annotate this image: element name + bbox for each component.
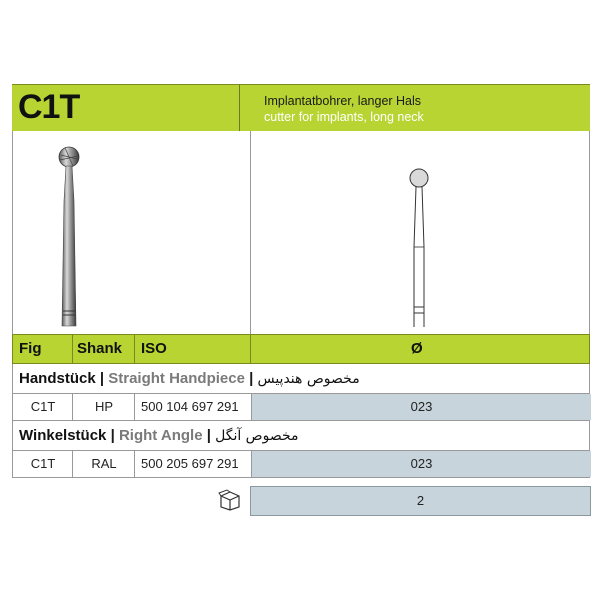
package-box-icon bbox=[218, 489, 242, 511]
section-title bbox=[19, 421, 299, 451]
product-description bbox=[264, 93, 424, 125]
bur-photo bbox=[41, 141, 101, 331]
cell-separator bbox=[134, 394, 135, 420]
section-separator: | bbox=[106, 427, 119, 444]
section-separator: | bbox=[202, 427, 216, 444]
product-images bbox=[12, 131, 590, 334]
table-header bbox=[12, 334, 590, 364]
pack-row bbox=[12, 486, 590, 516]
section-title-english: Straight Handpiece bbox=[108, 370, 245, 387]
cell-shank: RAL bbox=[91, 456, 117, 471]
header-fig: Fig bbox=[19, 340, 42, 357]
section-title-german: Winkelstück bbox=[19, 427, 107, 444]
product-sheet bbox=[12, 84, 590, 516]
bur-drawing bbox=[399, 167, 439, 332]
section-title-english: Right Angle bbox=[118, 427, 203, 444]
section-title-persian: مخصوص آنگل bbox=[215, 428, 299, 444]
description-german: Implantatbohrer, langer Hals bbox=[264, 94, 422, 108]
section-separator: | bbox=[244, 370, 258, 387]
cell-fig: C1T bbox=[30, 456, 56, 471]
product-code: C1T bbox=[18, 88, 80, 126]
section-title-german: Handstück bbox=[19, 370, 96, 387]
header-separator bbox=[250, 335, 251, 363]
section-right-angle bbox=[12, 421, 590, 451]
cell-shank: HP bbox=[94, 399, 114, 414]
cell-diameter: 023 bbox=[251, 394, 591, 420]
cell-iso: 500 104 697 291 bbox=[141, 399, 239, 414]
header-shank: Shank bbox=[77, 340, 123, 357]
product-header bbox=[12, 84, 590, 131]
header-separator bbox=[72, 335, 73, 363]
header-diameter: Ø bbox=[411, 340, 423, 357]
pack-quantity: 2 bbox=[250, 486, 591, 516]
header-separator bbox=[134, 335, 135, 363]
section-title bbox=[19, 364, 360, 394]
section-title-persian: مخصوص هندپیس bbox=[257, 371, 360, 387]
cell-separator bbox=[134, 451, 135, 477]
table-row bbox=[12, 394, 590, 421]
header-iso: ISO bbox=[141, 340, 167, 357]
section-straight-handpiece bbox=[12, 364, 590, 394]
section-separator: | bbox=[95, 370, 109, 387]
header-divider bbox=[239, 85, 240, 131]
cell-fig: C1T bbox=[30, 399, 56, 414]
table-row bbox=[12, 451, 590, 478]
image-divider bbox=[250, 131, 251, 334]
description-english: cutter for implants, long neck bbox=[264, 110, 424, 124]
cell-iso: 500 205 697 291 bbox=[141, 456, 239, 471]
cell-diameter: 023 bbox=[251, 451, 591, 477]
